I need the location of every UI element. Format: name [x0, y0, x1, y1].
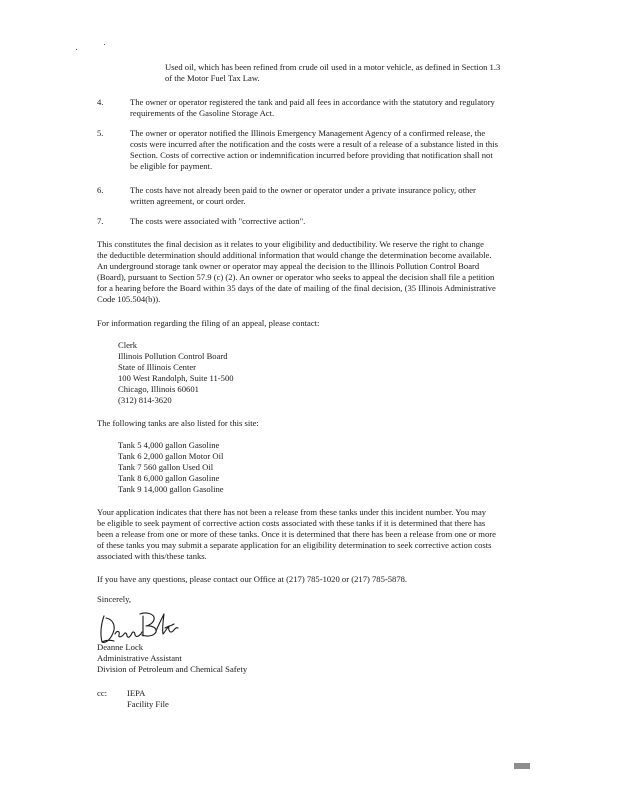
item-number: 5. [97, 128, 104, 138]
item-line: be eligible for payment. [130, 161, 213, 171]
decision-line: (Board), pursuant to Section 57.9 (c) (2). An owner or operator who seeks to appeal the decision shall file a petition [97, 272, 495, 282]
item-line: costs were incurred after the notification and the costs were a result of a release of a substance listed in this [130, 139, 498, 149]
item-number: 6. [97, 185, 104, 195]
tank-line: Tank 5 4,000 gallon Gasoline [118, 440, 220, 450]
page-mark [514, 763, 530, 769]
decision-line: This constitutes the final decision as it relates to your eligibility and deductibility. We reserve the right to change [97, 239, 484, 249]
contact-line: State of Illinois Center [118, 362, 197, 372]
item-number: 4. [97, 97, 104, 107]
signer-division: Division of Petroleum and Chemical Safety [97, 664, 248, 674]
contact-line: 100 West Randolph, Suite 11-500 [118, 373, 234, 383]
appeal-intro: For information regarding the filing of an appeal, please contact: [97, 318, 320, 328]
item3-line: of the Motor Fuel Tax Law. [165, 73, 260, 83]
contact-line: (312) 814-3620 [118, 395, 172, 405]
signer-title: Administrative Assistant [97, 653, 182, 663]
contact-line: Chicago, Illinois 60601 [118, 384, 199, 394]
decision-line: An underground storage tank owner or operator may appeal the decision to the Illinois Pollution Control Board [97, 261, 480, 271]
contact-line: Clerk [118, 340, 138, 350]
application-line: of these tanks you may submit a separate application for an eligibility determination to seek corrective action costs [97, 540, 492, 550]
item-line: requirements of the Gasoline Storage Act. [130, 108, 275, 118]
item3-line: Used oil, which has been refined from crude oil used in a motor vehicle, as defined in Section 1.3 [165, 62, 501, 72]
application-line: associated with this/these tanks. [97, 551, 207, 561]
contact-line: Illinois Pollution Control Board [118, 351, 228, 361]
item-line: Section. Costs of corrective action or indemnification incurred before providing that notification shall not [130, 150, 493, 160]
cc-item: IEPA [127, 688, 146, 698]
item-line: The owner or operator registered the tank and paid all fees in accordance with the statutory and regulatory [130, 97, 495, 107]
tank-line: Tank 7 560 gallon Used Oil [118, 462, 214, 472]
tanks-intro: The following tanks are also listed for this site: [97, 418, 259, 428]
item-number: 7. [97, 216, 104, 226]
application-line: Your application indicates that there has not been a release from these tanks under this incident number. You may [97, 507, 487, 517]
scan-speck [104, 44, 105, 45]
item-line: The costs have not already been paid to the owner or operator under a private insurance policy, other [130, 185, 476, 195]
application-line: been a release from one or more of these tanks. Once it is determined that there has been a release from one or more [97, 529, 496, 539]
tank-line: Tank 9 14,000 gallon Gasoline [118, 484, 224, 494]
signer-name: Deanne Lock [97, 642, 144, 652]
scan-speck [76, 49, 77, 50]
decision-line: Code 105.504(b)). [97, 294, 161, 304]
item-line: The costs were associated with "corrective action". [130, 216, 306, 226]
tank-line: Tank 6 2,000 gallon Motor Oil [118, 451, 224, 461]
application-line: be eligible to seek payment of corrective action costs associated with these tanks if it is determined that there has [97, 518, 486, 528]
cc-item: Facility File [127, 699, 169, 709]
closing: Sincerely, [97, 594, 132, 604]
item-line: The owner or operator notified the Illinois Emergency Management Agency of a confirmed release, the [130, 128, 486, 138]
tank-line: Tank 8 6,000 gallon Gasoline [118, 473, 220, 483]
item-line: written agreement, or court order. [130, 196, 246, 206]
questions-line: If you have any questions, please contact our Office at (217) 785-1020 or (217) 785-5878. [97, 574, 408, 584]
decision-line: the deductible determination should additional information that would change the determination become available. [97, 250, 492, 260]
cc-label: cc: [97, 688, 108, 698]
decision-line: for a hearing before the Board within 35 days of the date of mailing of the final decision, (35 Illinois Administrative [97, 283, 496, 293]
